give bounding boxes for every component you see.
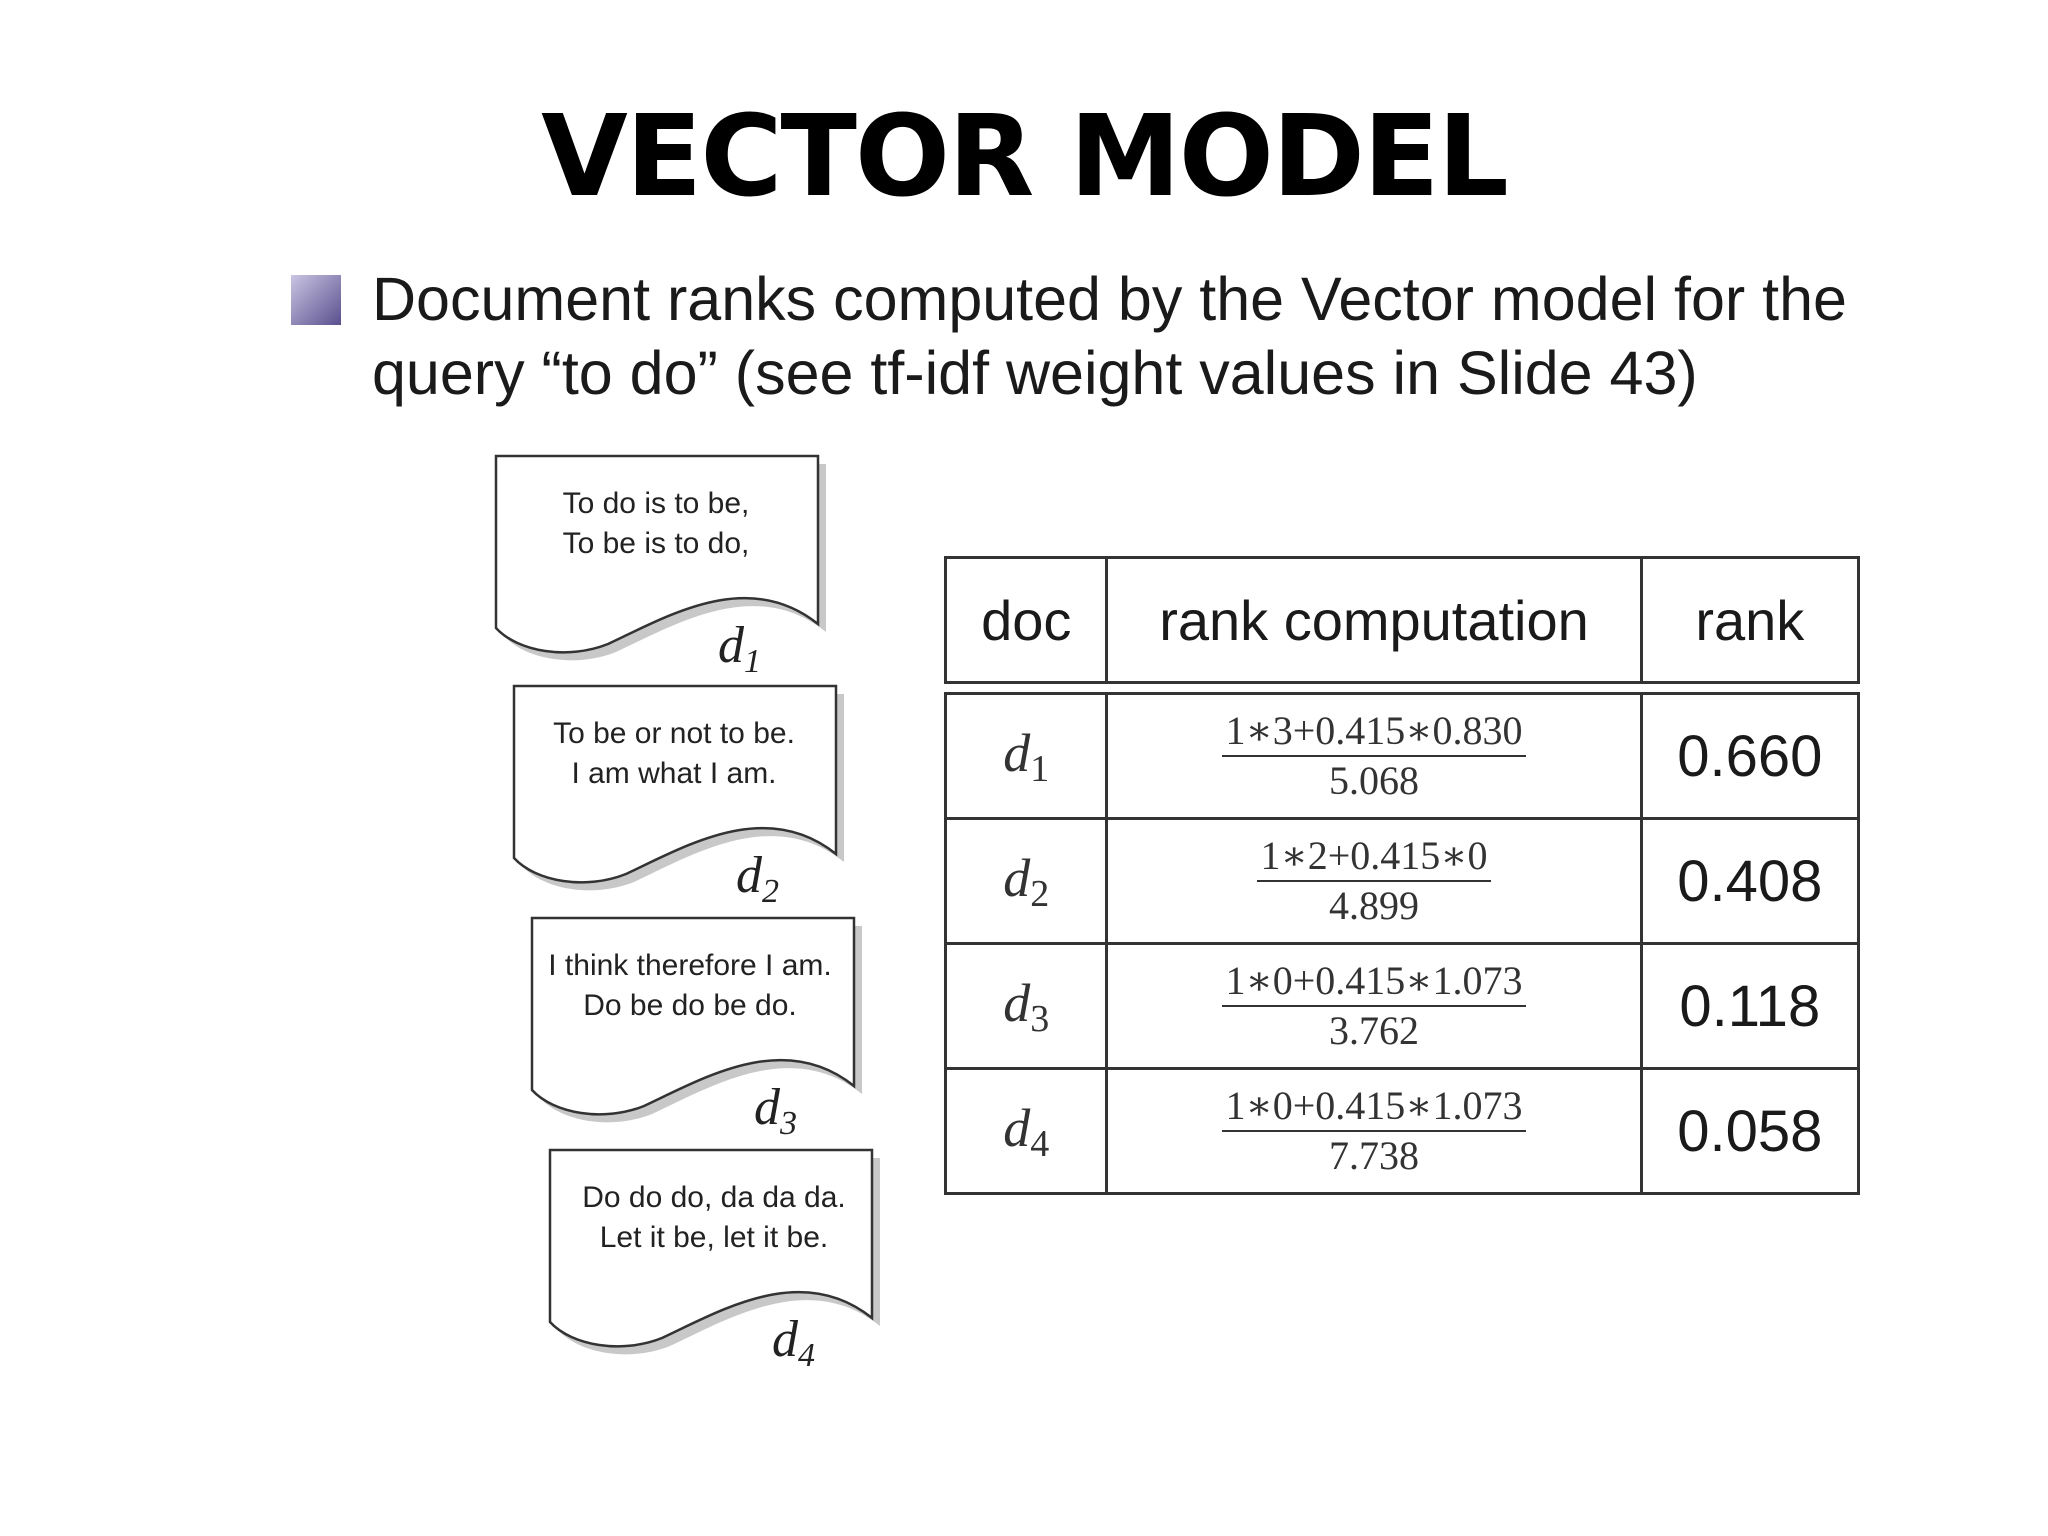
header-rank: rank <box>1641 558 1858 683</box>
doc-cell: $d_2$ <box>946 819 1107 944</box>
document-d1 <box>496 456 832 680</box>
denominator: 4.899 <box>1329 883 1419 928</box>
rank-cell: 0.660 <box>1641 694 1858 819</box>
document-text: To be or not to be. I am what I am. <box>553 717 795 790</box>
doc-cell: $d_3$ <box>946 944 1107 1069</box>
rank-table <box>944 556 1860 1195</box>
fraction <box>1257 834 1492 928</box>
numerator: 1∗2+0.415∗0 <box>1257 834 1492 882</box>
numerator: 1∗0+0.415∗1.073 <box>1222 959 1527 1007</box>
document-label: $d_3$ <box>754 1079 797 1142</box>
header-rank-computation: rank computation <box>1107 558 1641 683</box>
doc-cell: $d_4$ <box>946 1069 1107 1194</box>
document-text: To do is to be, To be is to do, <box>562 487 750 560</box>
table-row <box>946 694 1859 819</box>
doc-cell: $d_1$ <box>946 694 1107 819</box>
bullet-text <box>372 262 1932 410</box>
rank-cell: 0.408 <box>1641 819 1858 944</box>
document-label: $d_4$ <box>772 1311 815 1374</box>
bullet-line-1: Document ranks computed by the Vector model for the <box>372 265 1847 333</box>
bullet-square-icon <box>291 275 341 325</box>
fraction <box>1222 959 1527 1053</box>
fraction <box>1222 709 1527 803</box>
rank-computation-cell <box>1107 819 1641 944</box>
rank-computation-cell <box>1107 694 1641 819</box>
document-label: $d_1$ <box>718 617 761 680</box>
table-divider <box>946 683 1859 694</box>
numerator: 1∗0+0.415∗1.073 <box>1222 1084 1527 1132</box>
bullet-line-2: query “to do” (see tf-idf weight values in Slide 43) <box>372 339 1698 407</box>
table-row <box>946 1069 1859 1194</box>
table-header-row <box>946 558 1859 683</box>
rank-cell: 0.118 <box>1641 944 1858 1069</box>
rank-computation-cell <box>1107 944 1641 1069</box>
rank-computation-cell <box>1107 1069 1641 1194</box>
denominator: 5.068 <box>1329 758 1419 803</box>
table-row <box>946 819 1859 944</box>
document-text: Do do do, da da da. Let it be, let it be. <box>582 1181 846 1254</box>
document-d2 <box>514 686 850 910</box>
rank-cell: 0.058 <box>1641 1069 1858 1194</box>
document-d4 <box>550 1150 886 1374</box>
denominator: 7.738 <box>1329 1133 1419 1178</box>
fraction <box>1222 1084 1527 1178</box>
table-row <box>946 944 1859 1069</box>
slide-title: VECTOR MODEL <box>541 92 1507 222</box>
numerator: 1∗3+0.415∗0.830 <box>1222 709 1527 757</box>
document-d3 <box>532 918 868 1142</box>
document-text: I think therefore I am. Do be do be do. <box>548 949 832 1022</box>
header-doc: doc <box>946 558 1107 683</box>
denominator: 3.762 <box>1329 1008 1419 1053</box>
document-label: $d_2$ <box>736 847 779 910</box>
